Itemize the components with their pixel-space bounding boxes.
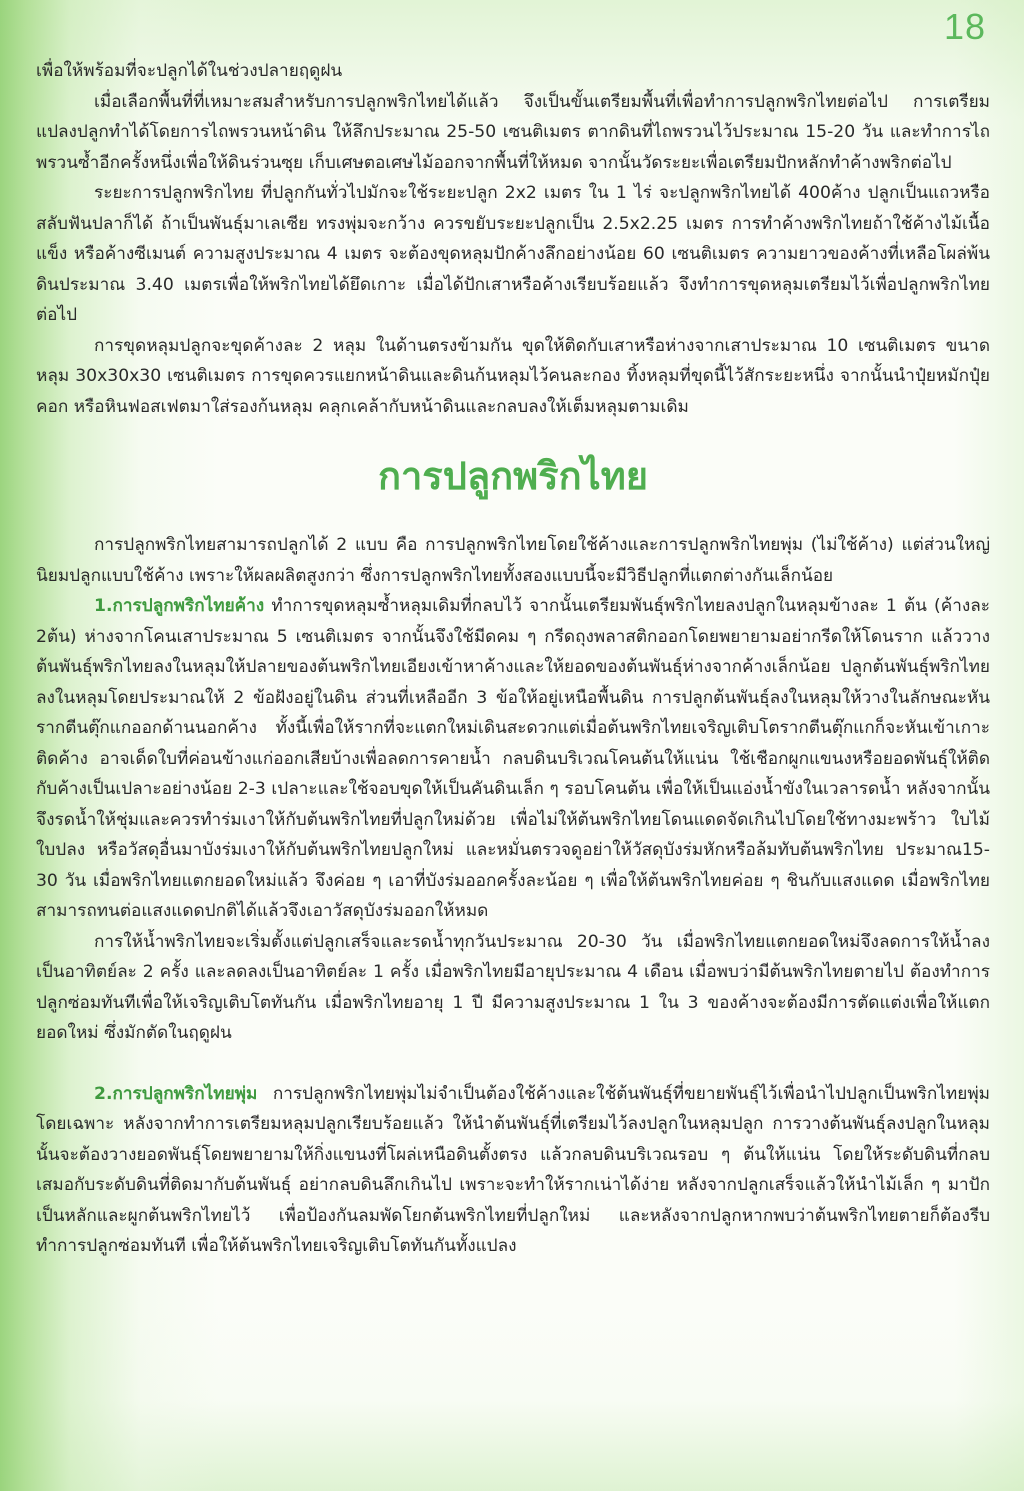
bush-planting-text: การปลูกพริกไทยพุ่มไม่จำเป็นต้องใช้ค้างและใช้ต้นพันธุ์ที่ขยายพันธุ์ไว้เพื่อนำไปปลูกเป็นพริกไทยพุ่มโดยเฉพาะ หลังจากทำการเตรียมหลุมปลูกเรียบร้อยแล้ว ให้นำต้นพันธุ์ที่เตรียมไว้ลงปลูกในหลุมปลูก การวางต้นพันธุ์ลงปลูกในหลุมนั้นจะต้องวางยอดพันธุ์โดยพยายามให้กิ่งแขนงที่โผล่เหนือดินตั้งตรง แล้วกลบดินบริเวณรอบ ๆ ต้นให้แน่น โดยให้ระดับดินที่กลบเสมอกับระดับดินที่ติดมากับต้นพันธุ์ อย่ากลบดินลึกเกินไป เพราะจะทำให้รากเน่าได้ง่าย หลังจากปลูกเสร็จแล้วให้นำไม้เล็ก ๆ มาปักเป็นหลักและผูกต้นพริกไทยไว้ เพื่อป้องกันลมพัดโยกต้นพริกไทยที่ปลูกใหม่ และหลังจากปลูกหากพบว่าต้นพริกไทยตายก็ต้องรีบทำการปลูกซ่อมทันที เพื่อให้ต้นพริกไทยเจริญเติบโตทันกันทั้งแปลง [36, 1083, 990, 1256]
paragraph-land-preparation: เมื่อเลือกพื้นที่ที่เหมาะสมสำหรับการปลูกพริกไทยได้แล้ว จึงเป็นขั้นเตรียมพื้นที่เพื่อทำการปลูกพริกไทยต่อไป การเตรียมแปลงปลูกทำได้โดยการไถพรวนหน้าดิน ให้ลึกประมาณ 25-50 เซนติเมตร ตากดินที่ไถพรวนไว้ประมาณ 15-20 วัน และทำการไถพรวนซ้ำอีกครั้งหนึ่งเพื่อให้ดินร่วนซุย เก็บเศษตอเศษไม้ออกจากพื้นที่ให้หมด จากนั้นวัดระยะเพื่อเตรียมปักหลักทำค้างพริกต่อไป [36, 91, 990, 173]
paragraph-planting-methods: การปลูกพริกไทยสามารถปลูกได้ 2 แบบ คือ การปลูกพริกไทยโดยใช้ค้างและการปลูกพริกไทยพุ่ม (ไม่ใช้ค้าง) แต่ส่วนใหญ่นิยมปลูกแบบใช้ค้าง เพราะให้ผลผลิตสูงกว่า ซึ่งการปลูกพริกไทยทั้งสองแบบนี้จะมีวิธีปลูกที่แตกต่างกันเล็กน้อย [36, 535, 990, 586]
subheading-bush-planting: 2.การปลูกพริกไทยพุ่ม [94, 1083, 258, 1104]
paragraph-planting-spacing: ระยะการปลูกพริกไทย ที่ปลูกกันทั่วไปมักจะใช้ระยะปลูก 2x2 เมตร ใน 1 ไร่ จะปลูกพริกไทยได้ 400ค้าง ปลูกเป็นแถวหรือสลับฟันปลาก็ได้ ถ้าเป็นพันธุ์มาเลเซีย ทรงพุ่มจะกว้าง ควรขยับระยะปลูกเป็น 2.5x2.25 เมตร การทำค้างพริกไทยถ้าใช้ค้างไม้เนื้อแข็ง หรือค้างซีเมนต์ ความสูงประมาณ 4 เมตร จะต้องขุดหลุมปักค้างลึกอย่างน้อย 60 เซนติเมตร ความยาวของค้างที่เหลือโผล่พ้นดินประมาณ 3.40 เมตรเพื่อให้พริกไทยได้ยึดเกาะ เมื่อได้ปักเสาหรือค้างเรียบร้อยแล้ว จึงทำการขุดหลุมเตรียมไว้เพื่อปลูกพริกไทยต่อไป [36, 183, 990, 325]
section-heading: การปลูกพริกไทย [377, 454, 649, 498]
subheading-trellis-planting: 1.การปลูกพริกไทยค้าง [94, 596, 265, 616]
spacer [36, 1049, 990, 1079]
paragraph-watering: การให้น้ำพริกไทยจะเริ่มตั้งแต่ปลูกเสร็จและรดน้ำทุกวันประมาณ 20-30 วัน เมื่อพริกไทยแตกยอดใหม่จึงลดการให้น้ำลงเป็นอาทิตย์ละ 2 ครั้ง และลดลงเป็นอาทิตย์ละ 1 ครั้ง เมื่อพริกไทยมีอายุประมาณ 4 เดือน เมื่อพบว่ามีต้นพริกไทยตายไป ต้องทำการปลูกซ่อมทันทีเพื่อให้เจริญเติบโตทันกัน เมื่อพริกไทยอายุ 1 ปี มีความสูงประมาณ 1 ใน 3 ของค้างจะต้องมีการตัดแต่งเพื่อให้แตกยอดใหม่ ซึ่งมักตัดในฤดูฝน [36, 931, 990, 1043]
paragraph-trellis-planting [36, 591, 990, 927]
paragraph-digging-holes: การขุดหลุมปลูกจะขุดค้างละ 2 หลุม ในด้านตรงข้ามกัน ขุดให้ติดกับเสาหรือห่างจากเสาประมาณ 10 เซนติเมตร ขนาดหลุม 30x30x30 เซนติเมตร การขุดควรแยกหน้าดินและดินก้นหลุมไว้คนละกอง ทิ้งหลุมที่ขุดนี้ไว้สักระยะหนึ่ง จากนั้นนำปุ๋ยหมักปุ๋ยคอก หรือหินฟอสเฟตมาใส่รองก้นหลุม คลุกเคล้ากับหน้าดินและกลบลงให้เต็มหลุมตามเดิม [36, 335, 990, 417]
continued-line: เพื่อให้พร้อมที่จะปลูกได้ในช่วงปลายฤดูฝน [36, 61, 343, 81]
page-content [36, 56, 990, 1262]
page-number: 18 [943, 6, 986, 47]
trellis-planting-text: ทำการขุดหลุมซ้ำหลุมเดิมที่กลบไว้ จากนั้นเตรียมพันธุ์พริกไทยลงปลูกในหลุมข้างละ 1 ต้น (ค้างละ 2ต้น) ห่างจากโคนเสาประมาณ 5 เซนติเมตร จากนั้นจึงใช้มีดคม ๆ กรีดถุงพลาสติกออกโดยพยายามอย่ากรีดให้โดนราก แล้ววางต้นพันธุ์พริกไทยลงในหลุมให้ปลายของต้นพริกไทยเอียงเข้าหาค้างและให้ยอดของต้นพันธุ์ห่างจากค้างเล็กน้อย ปลูกต้นพันธุ์พริกไทยลงในหลุมโดยประมาณให้ 2 ข้อฝังอยู่ในดิน ส่วนที่เหลืออีก 3 ข้อให้อยู่เหนือพื้นดิน การปลูกต้นพันธุ์ลงในหลุมให้วางในลักษณะหันรากตีนตุ๊กแกออกด้านนอกค้าง ทั้งนี้เพื่อให้รากที่จะแตกใหม่เดินสะดวกแต่เมื่อต้นพริกไทยเจริญเติบโตรากตีนตุ๊กแกก็จะหันเข้าเกาะติดค้าง อาจเด็ดใบที่ค่อนข้างแก่ออกเสียบ้างเพื่อลดการคายน้ำ กลบดินบริเวณโคนต้นให้แน่น ใช้เชือกผูกแขนงหรือยอดพันธุ์ให้ติดกับค้างเป็นเปลาะอย่างน้อย 2-3 เปลาะและใช้จอบขุดให้เป็นคันดินเล็ก ๆ รอบโคนต้น เพื่อให้เป็นแอ่งน้ำขังในเวลารดน้ำ หลังจากนั้นจึงรดน้ำให้ชุ่มและควรทำร่มเงาให้กับต้นพริกไทยที่ปลูกใหม่ด้วย เพื่อไม่ให้ต้นพริกไทยโดนแดดจัดเกินไปโดยใช้ทางมะพร้าว ใบไม้ ใบปลง หรือวัสดุอื่นมาบังร่มเงาให้กับต้นพริกไทยปลูกใหม่ และหมั่นตรวจดูอย่าให้วัสดุบังร่มหักหรือล้มทับต้นพริกไทย ประมาณ15-30 วัน เมื่อพริกไทยแตกยอดใหม่แล้ว จึงค่อย ๆ เอาที่บังร่มออกครั้งละน้อย ๆ เพื่อให้ต้นพริกไทยค่อย ๆ ชินกับแสงแดด เมื่อพริกไทยสามารถทนต่อแสงแดดปกติได้แล้วจึงเอาวัสดุบังร่มออกให้หมด [36, 596, 990, 921]
paragraph-bush-planting [36, 1079, 990, 1262]
